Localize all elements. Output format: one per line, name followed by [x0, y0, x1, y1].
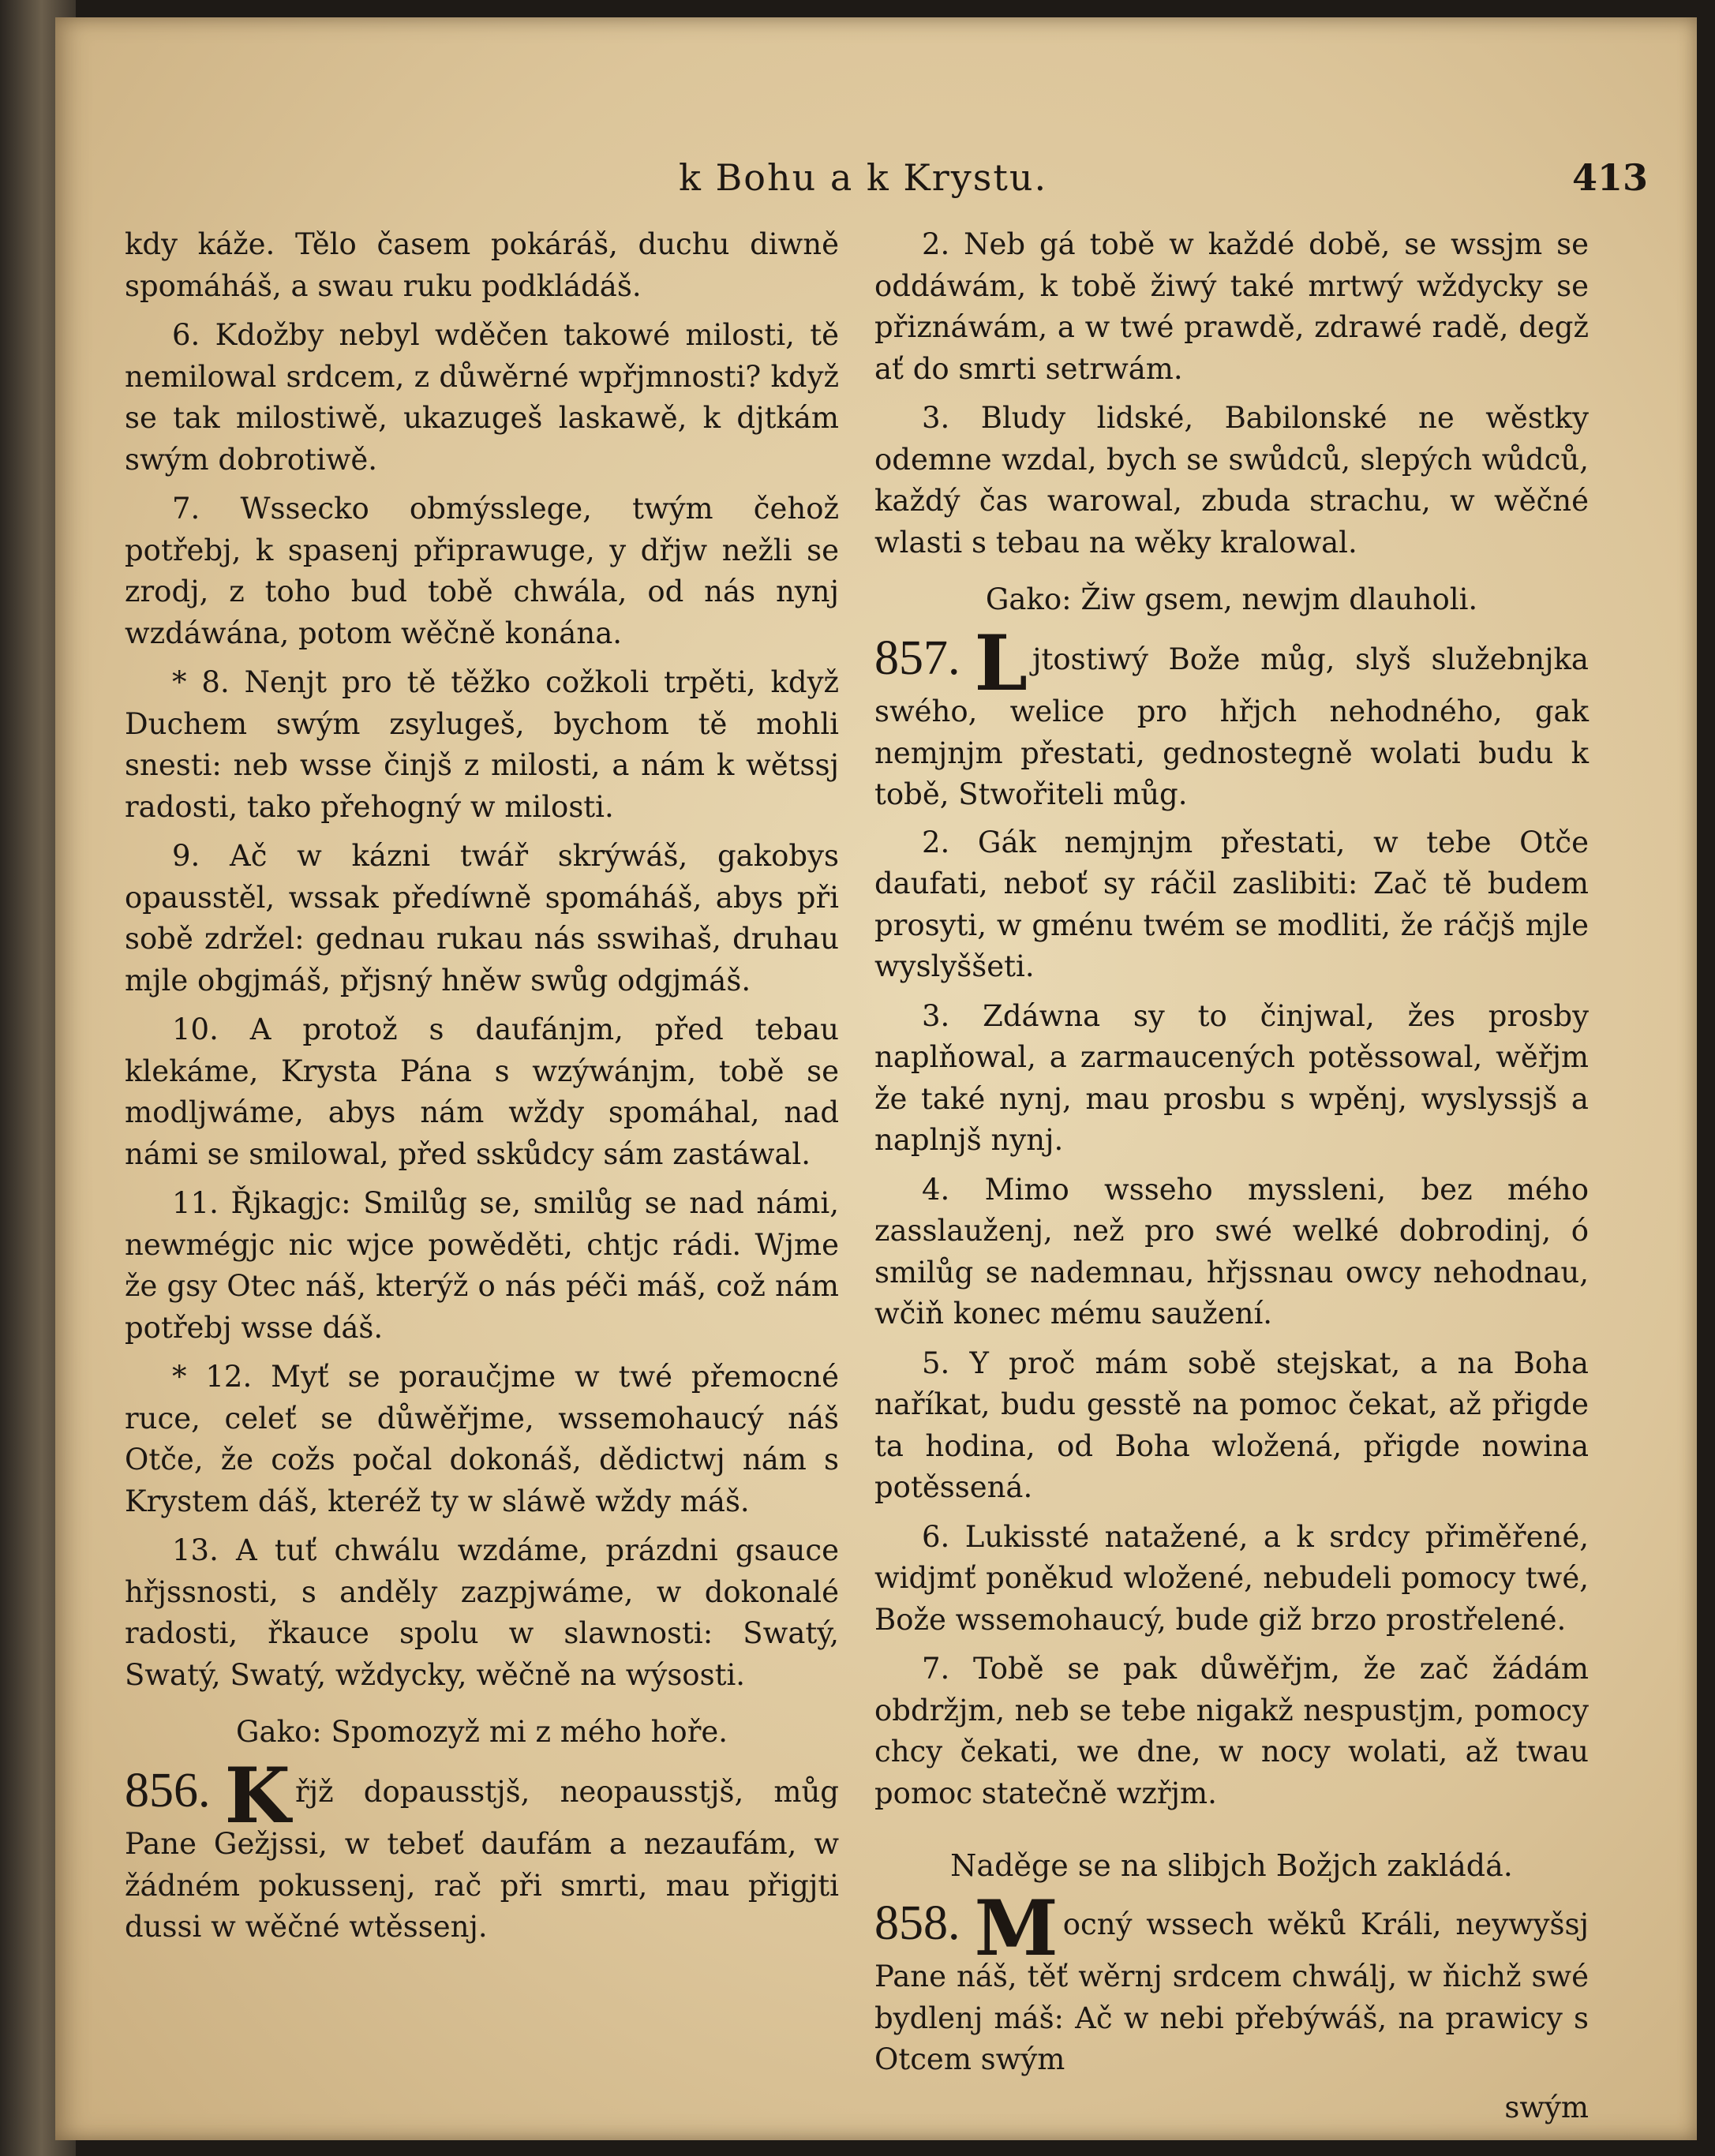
hymn-858	[874, 1884, 1589, 2081]
hymn-856-text: řjž dopausstjš, neopausstjš, můg Pane Gežjssi, w tebeť daufám a nezaufám, w žádném pokussenj, rač při smrti, mau přigjti dussi w wěčné wtěssenj.	[125, 1775, 839, 1944]
hymn-number-856: 856.	[125, 1764, 211, 1817]
catchword: swým	[1504, 2090, 1589, 2124]
page-number: 413	[1571, 156, 1648, 199]
stanza-857-5: 5. Y proč mám sobě stejskat, a na Boha naříkat, budu gesstě na pomoc čekat, až přigde ta hodina, od Boha wložená, přigde nowina potěssená.	[874, 1346, 1589, 1504]
stanza-11: 11. Řjkagjc: Smilůg se, smilůg se nad námi, newmégjc nic wjce powěděti, chtjc rádi. Wjme že gsy Otec náš, kterýž o nás péči máš, což nám potřebj wsse dáš.	[125, 1186, 839, 1345]
stanza-8: * 8. Nenjt pro tě těžko cožkoli trpěti, když Duchem swým zsylugeš, bychom tě mohli snesti: neb wsse činjš z milosti, a nám k wětssj radosti, tako přehogný w milosti.	[125, 665, 839, 824]
section-heading: Naděge se na slibjch Božjch zakládá.	[950, 1848, 1513, 1883]
drop-cap-858: M	[974, 1884, 1058, 1973]
stanza-857-7: 7. Tobě se pak důwěřjm, že zač žádám obdržjm, neb se tebe nigakž nespustjm, pomocy chcy čekati, we dne, w nocy wolati, až twau pomoc statečně wzřjm.	[874, 1652, 1589, 1810]
book-page	[55, 17, 1697, 2140]
stanza-13: 13. A tuť chwálu wzdáme, prázdni gsauce hřjssnosti, s anděly zazpjwáme, w dokonalé radosti, řkauce spolu w slawnosti: Swatý, Swatý, Swatý, wždycky, wěčně na wýsosti.	[125, 1533, 839, 1692]
drop-cap-857: L	[974, 619, 1028, 708]
drop-cap-856: K	[224, 1751, 290, 1840]
hymn-number-858: 858.	[874, 1896, 960, 1950]
stanza-continuation: kdy káže. Tělo časem pokáráš, duchu diwně spomáháš, a swau ruku podkládáš.	[125, 227, 839, 303]
hymn-856	[125, 1751, 839, 1948]
hymn-857-text: jtostiwý Bože můg, slyš služebnjka swého, welice pro hřjch nehodného, gak nemjnjm přestati, gednostegně wolati budu k tobě, Stwořiteli můg.	[874, 642, 1589, 811]
stanza-6: 6. Kdožby nebyl wděčen takowé milosti, tě nemilowal srdcem, z důwěrné wpřjmnosti? když se tak milostiwě, ukazugeš laskawě, k djtkám swým dobrotiwě.	[125, 318, 839, 477]
tune-line-856: Gako: Spomozyž mi z mého hoře.	[235, 1715, 728, 1749]
running-title: k Bohu a k Krystu.	[679, 156, 1048, 199]
stanza-10: 10. A protož s daufánjm, před tebau klekáme, Krysta Pána s wzýwánjm, tobě se modljwáme, abys nám wždy spomáhal, nad námi se smilowal, před sskůdcy sám zastáwal.	[125, 1012, 839, 1171]
hymn-858-text: ocný wssech wěků Králi, neywyšsj Pane náš, těť wěrnj srdcem chwálj, w ňichž swé bydlenj máš: Ač w nebi přebýwáš, na prawicy s Otcem swým	[874, 1907, 1589, 2076]
left-column	[125, 224, 839, 1955]
stanza-857-2: 2. Gák nemjnjm přestati, w tebe Otče daufati, neboť sy ráčil zaslibiti: Zač tě budem prosyti, w gménu twém se modliti, že ráčjš mjle wyslyššeti.	[874, 825, 1589, 983]
hymn-857	[874, 619, 1589, 816]
running-head	[55, 150, 1697, 213]
right-column	[874, 224, 1589, 2128]
stanza-12: * 12. Myť se poraučjme w twé přemocné ruce, celeť se důwěřjme, wssemohaucý náš Otče, že cožs počal dokonáš, dědictwj nám s Krystem dáš, kteréž ty w sláwě wždy máš.	[125, 1360, 839, 1518]
hymn-number-857: 857.	[874, 631, 960, 685]
stanza-9: 9. Ač w kázni twář skrýwáš, gakobys opausstěl, wssak předíwně spomáháš, abys při sobě zdržel: gednau rukau nás sswihaš, druhau mjle obgjmáš, přjsný hněw swůg odgjmáš.	[125, 839, 839, 998]
stanza-7: 7. Wssecko obmýsslege, twým čehož potřebj, k spasenj připrawuge, y dřjw nežli se zrodj, z toho bud tobě chwála, od nás nynj wzdáwána, potom wěčně konána.	[125, 492, 839, 650]
stanza-857-3: 3. Zdáwna sy to činjwal, žes prosby naplňowal, a zarmaucených potěssowal, wěřjm že také nynj, mau prosbu s wpěnj, wyslyssjš a naplnjš nynj.	[874, 998, 1589, 1157]
stanza-855-3: 3. Bludy lidské, Babilonské ne wěstky odemne wzdal, bych se swůdců, slepých wůdců, každý čas warowal, zbuda strachu, w wěčné wlasti s tebau na wěky kralowal.	[874, 401, 1589, 560]
tune-line-857: Gako: Žiw gsem, newjm dlauholi.	[985, 582, 1478, 616]
stanza-855-2: 2. Neb gá tobě w každé době, se wssjm se oddáwám, k tobě žiwý také mrtwý wždycky se přiznáwám, a w twé prawdě, zdrawé radě, degž ať do smrti setrwám.	[874, 227, 1589, 386]
stanza-857-4: 4. Mimo wsseho myssleni, bez mého zasslauženj, než pro swé welké dobrodinj, ó smilůg se nademnau, hřjssnau owcy nehodnau, wčiň konec mému saužení.	[874, 1172, 1589, 1331]
stanza-857-6: 6. Lukissté natažené, a k srdcy přiměřené, widjmť poněkud wložené, nebudeli pomocy twé, Bože wssemohaucý, bude giž brzo prostřelené.	[874, 1519, 1589, 1637]
